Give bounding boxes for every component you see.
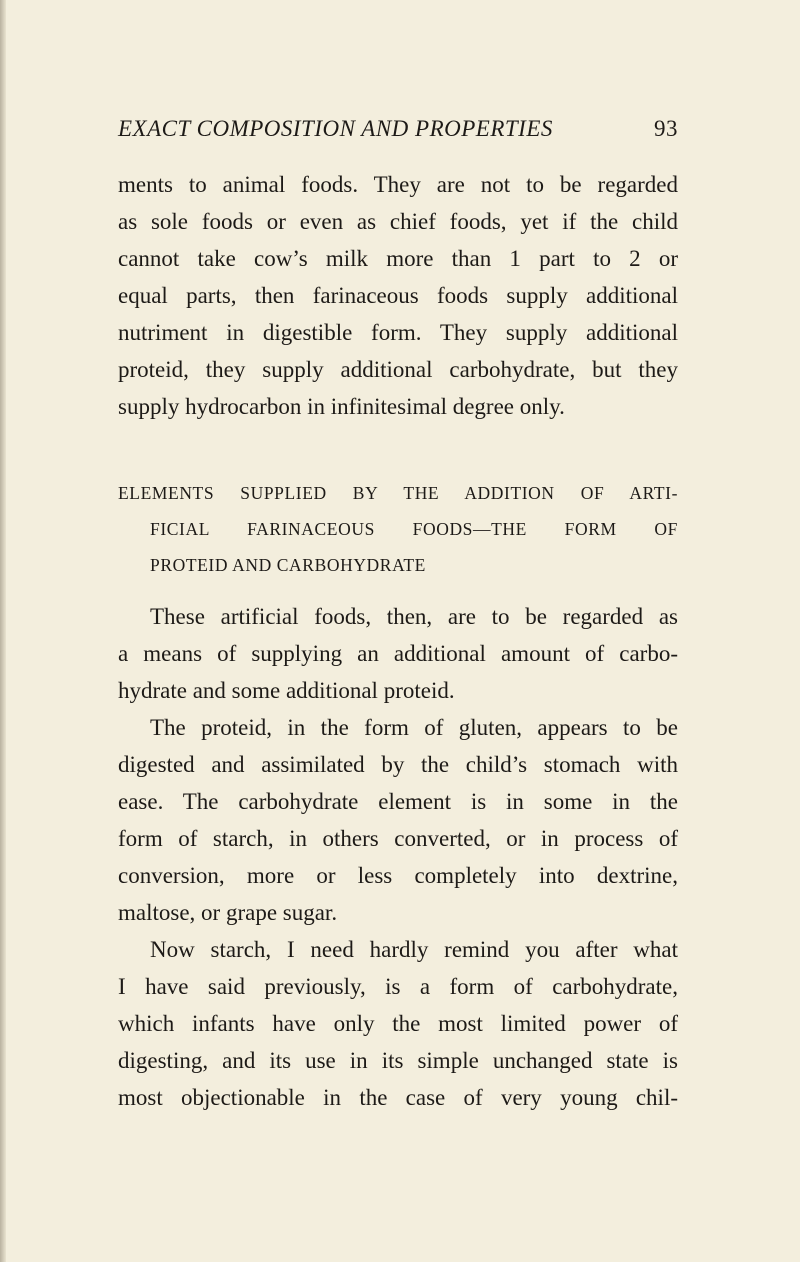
paragraph-line: a means of supplying an additional amount of carbo- — [118, 641, 678, 666]
running-head-title: EXACT COMPOSITION AND PROPERTIES — [118, 116, 553, 141]
section-heading-line: PROTEID AND CARBOHYDRATE — [150, 555, 426, 575]
paragraph-line: Now starch, I need hardly remind you after what — [150, 937, 678, 962]
paragraph-line: I have said previously, is a form of carbohydrate, — [118, 974, 678, 999]
paragraph-line: which infants have only the most limited power of — [118, 1011, 678, 1036]
page-gutter-edge — [0, 0, 6, 1262]
page-number: 93 — [654, 116, 678, 141]
paragraph-line: The proteid, in the form of gluten, appears to be — [150, 715, 678, 740]
paragraph-line: hydrate and some additional proteid. — [118, 678, 455, 703]
paragraph-line: ease. The carbohydrate element is in some in the — [118, 789, 678, 814]
paragraph-line: conversion, more or less completely into dextrine, — [118, 863, 678, 888]
paragraph-line: maltose, or grape sugar. — [118, 900, 338, 925]
paragraph-line: proteid, they supply additional carbohydrate, but they — [118, 357, 678, 382]
paragraph-line: form of starch, in others converted, or in process of — [118, 826, 678, 851]
paragraph-line: most objectionable in the case of very young chil- — [118, 1085, 678, 1110]
paragraph-line: as sole foods or even as chief foods, yet if the child — [118, 209, 678, 234]
paragraph-line: cannot take cow’s milk more than 1 part to 2 or — [118, 246, 678, 271]
paragraph-line: equal parts, then farinaceous foods supply additional — [118, 283, 678, 308]
section-heading-line: FICIAL FARINACEOUS FOODS—THE FORM OF — [150, 519, 678, 539]
section-heading-line: ELEMENTS SUPPLIED BY THE ADDITION OF ARTI- — [118, 483, 678, 503]
paragraph-line: nutriment in digestible form. They supply additional — [118, 320, 678, 345]
paragraph-line: supply hydrocarbon in infinitesimal degree only. — [118, 394, 565, 419]
paragraph-line: digesting, and its use in its simple unchanged state is — [118, 1048, 678, 1073]
paragraph-line: digested and assimilated by the child’s stomach with — [118, 752, 678, 777]
paragraph-line: These artificial foods, then, are to be regarded as — [150, 604, 678, 629]
paragraph-line: ments to animal foods. They are not to be regarded — [118, 172, 678, 197]
running-head — [118, 116, 678, 148]
